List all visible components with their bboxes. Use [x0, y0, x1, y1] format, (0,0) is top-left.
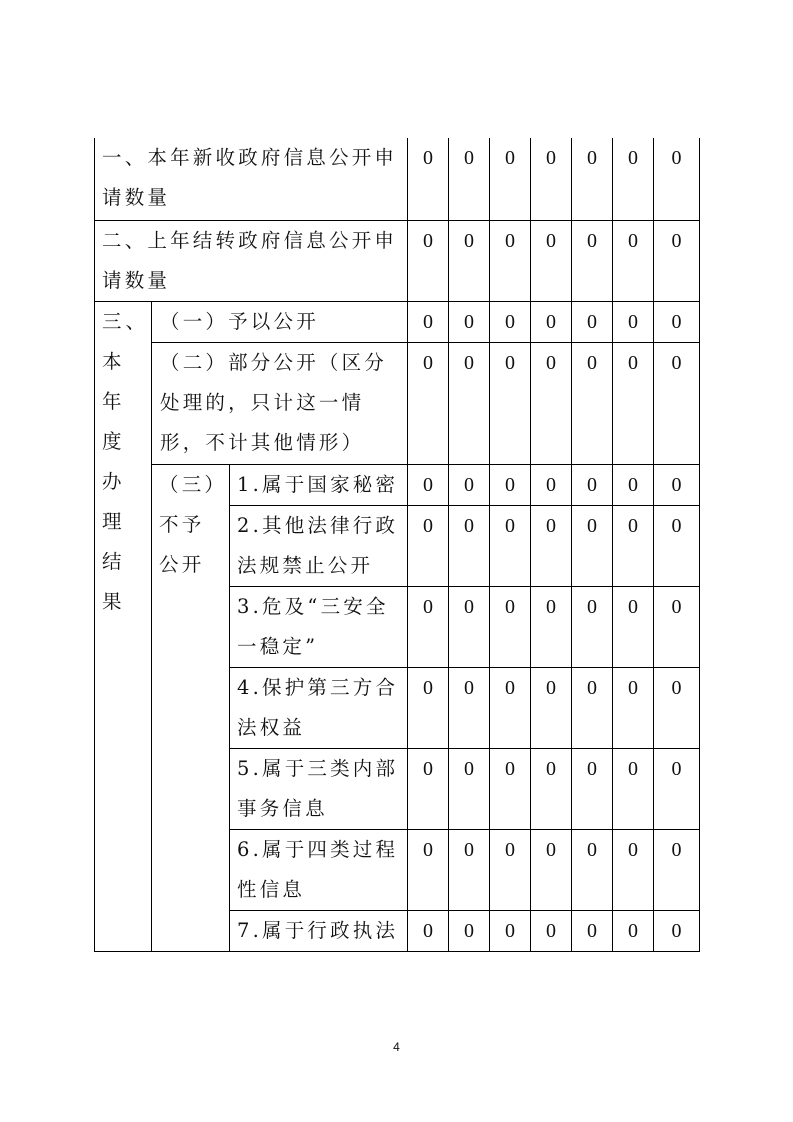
row-label-state-secret: 1.属于国家秘密	[230, 464, 408, 505]
value-cell: 0	[572, 505, 613, 586]
value-cell: 0	[654, 910, 700, 951]
value-cell: 0	[490, 342, 531, 464]
value-cell: 0	[613, 342, 654, 464]
value-cell: 0	[531, 748, 572, 829]
value-cell: 0	[654, 829, 700, 910]
value-cell: 0	[490, 464, 531, 505]
value-cell: 0	[654, 667, 700, 748]
value-cell: 0	[531, 910, 572, 951]
value-cell: 0	[613, 464, 654, 505]
value-cell: 0	[408, 505, 449, 586]
value-cell: 0	[572, 138, 613, 220]
value-cell: 0	[654, 342, 700, 464]
value-cell: 0	[572, 220, 613, 301]
value-cell: 0	[572, 829, 613, 910]
table-row	[95, 342, 700, 464]
section-label-results: 三、本年度办理结果	[95, 301, 152, 951]
value-cell: 0	[408, 586, 449, 667]
value-cell: 0	[572, 667, 613, 748]
row-label-new-requests: 一、本年新收政府信息公开申请数量	[95, 138, 408, 220]
table-row	[95, 301, 700, 342]
value-cell: 0	[613, 910, 654, 951]
table-row	[95, 138, 700, 220]
value-cell: 0	[449, 505, 490, 586]
value-cell: 0	[613, 586, 654, 667]
value-cell: 0	[408, 748, 449, 829]
value-cell: 0	[572, 910, 613, 951]
value-cell: 0	[531, 342, 572, 464]
value-cell: 0	[449, 667, 490, 748]
value-cell: 0	[572, 342, 613, 464]
value-cell: 0	[490, 301, 531, 342]
value-cell: 0	[531, 138, 572, 220]
row-label-law-prohibited: 2.其他法律行政法规禁止公开	[230, 505, 408, 586]
value-cell: 0	[654, 748, 700, 829]
value-cell: 0	[531, 505, 572, 586]
value-cell: 0	[613, 138, 654, 220]
value-cell: 0	[449, 910, 490, 951]
row-label-process-info: 6.属于四类过程性信息	[230, 829, 408, 910]
row-label-internal-affairs: 5.属于三类内部事务信息	[230, 748, 408, 829]
value-cell: 0	[408, 301, 449, 342]
value-cell: 0	[408, 910, 449, 951]
value-cell: 0	[490, 910, 531, 951]
value-cell: 0	[531, 464, 572, 505]
row-label-security-stability: 3.危及“三安全一稳定”	[230, 586, 408, 667]
value-cell: 0	[408, 464, 449, 505]
page-number: 4	[393, 1040, 400, 1054]
value-cell: 0	[408, 220, 449, 301]
value-cell: 0	[572, 464, 613, 505]
value-cell: 0	[613, 505, 654, 586]
statistics-table	[94, 138, 700, 952]
value-cell: 0	[449, 342, 490, 464]
value-cell: 0	[490, 505, 531, 586]
value-cell: 0	[654, 586, 700, 667]
value-cell: 0	[449, 586, 490, 667]
value-cell: 0	[490, 829, 531, 910]
value-cell: 0	[613, 301, 654, 342]
value-cell: 0	[490, 220, 531, 301]
value-cell: 0	[408, 667, 449, 748]
value-cell: 0	[654, 138, 700, 220]
row-label-public: （一）予以公开	[152, 301, 408, 342]
row-label-third-party: 4.保护第三方合法权益	[230, 667, 408, 748]
value-cell: 0	[490, 586, 531, 667]
value-cell: 0	[449, 748, 490, 829]
value-cell: 0	[408, 138, 449, 220]
value-cell: 0	[613, 220, 654, 301]
table-row	[95, 464, 700, 505]
row-label-law-enforcement: 7.属于行政执法	[230, 910, 408, 951]
value-cell: 0	[654, 505, 700, 586]
row-label-carried-over: 二、上年结转政府信息公开申请数量	[95, 220, 408, 301]
value-cell: 0	[449, 138, 490, 220]
value-cell: 0	[531, 586, 572, 667]
value-cell: 0	[490, 138, 531, 220]
value-cell: 0	[613, 829, 654, 910]
value-cell: 0	[613, 667, 654, 748]
value-cell: 0	[531, 301, 572, 342]
value-cell: 0	[490, 667, 531, 748]
value-cell: 0	[449, 301, 490, 342]
value-cell: 0	[654, 220, 700, 301]
value-cell: 0	[449, 829, 490, 910]
value-cell: 0	[531, 667, 572, 748]
value-cell: 0	[490, 748, 531, 829]
subsection-label-not-public: （三）不予公开	[152, 464, 230, 951]
row-label-partial-public: （二）部分公开（区分处理的，只计这一情形，不计其他情形）	[152, 342, 408, 464]
value-cell: 0	[449, 220, 490, 301]
value-cell: 0	[531, 220, 572, 301]
value-cell: 0	[654, 464, 700, 505]
value-cell: 0	[572, 301, 613, 342]
value-cell: 0	[408, 342, 449, 464]
table-row	[95, 220, 700, 301]
value-cell: 0	[654, 301, 700, 342]
value-cell: 0	[408, 829, 449, 910]
value-cell: 0	[613, 748, 654, 829]
value-cell: 0	[531, 829, 572, 910]
value-cell: 0	[572, 748, 613, 829]
value-cell: 0	[449, 464, 490, 505]
value-cell: 0	[572, 586, 613, 667]
